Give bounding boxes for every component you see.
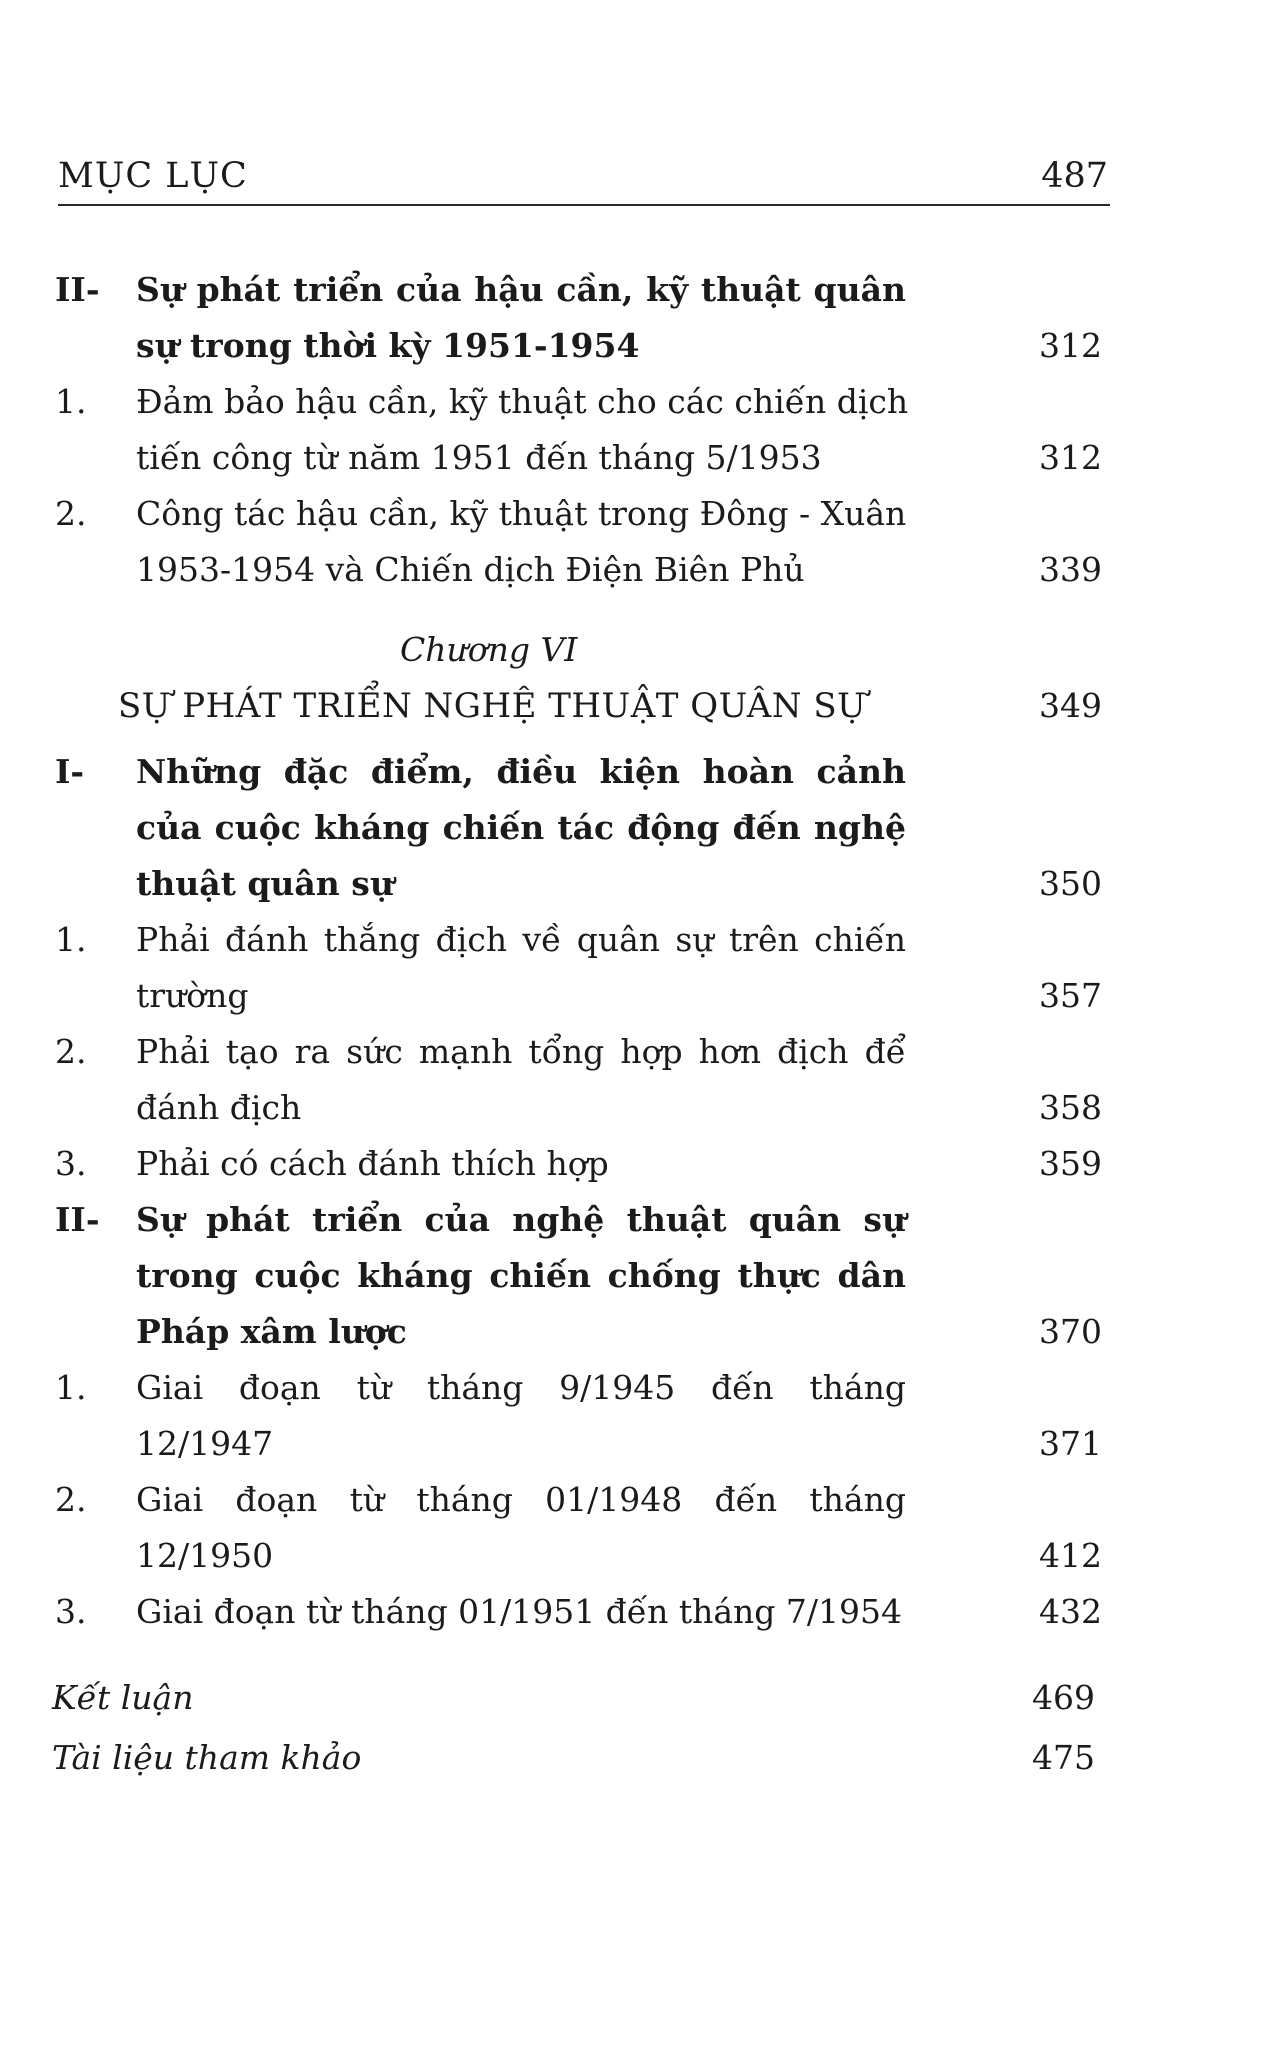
entry-text: Công tác hậu cần, kỹ thuật trong Đông - Xuân (136, 494, 907, 533)
entry-page-number: 312 (1039, 326, 1102, 365)
entry-number: 2. (55, 494, 87, 533)
toc-entry (0, 1360, 1277, 1416)
header-page-number: 487 (1041, 156, 1108, 196)
entry-text: Giai đoạn từ tháng 01/1948 đến tháng (136, 1480, 906, 1519)
entry-page-number: 357 (1039, 976, 1102, 1015)
entry-page-number: 475 (1032, 1738, 1095, 1777)
entry-text: Sự phát triển của nghệ thuật quân sự (136, 1200, 906, 1239)
entry-text: Kết luận (52, 1678, 194, 1717)
entry-page-number: 312 (1039, 438, 1102, 477)
entry-page-number: 350 (1039, 864, 1102, 903)
toc-entry-references (0, 1730, 1277, 1786)
toc-entry (0, 912, 1277, 968)
toc-entry (0, 1024, 1277, 1080)
chapter-page-number: 349 (1039, 686, 1102, 725)
entry-number: 3. (55, 1144, 87, 1183)
entry-text: Giai đoạn từ tháng 9/1945 đến tháng (136, 1368, 906, 1407)
chapter-label (0, 622, 1277, 678)
entry-number: 3. (55, 1592, 87, 1631)
toc-entry-continuation (0, 800, 1277, 856)
chapter-title: SỰ PHÁT TRIỂN NGHỆ THUẬT QUÂN SỰ (118, 686, 867, 726)
entry-text: Giai đoạn từ tháng 01/1951 đến tháng 7/1954 (136, 1592, 903, 1631)
entry-number: 2. (55, 1480, 87, 1519)
entry-text: Những đặc điểm, điều kiện hoàn cảnh (136, 752, 906, 791)
entry-page-number: 359 (1039, 1144, 1102, 1183)
entry-text: thuật quân sự (136, 864, 394, 903)
entry-page-number: 371 (1039, 1424, 1102, 1463)
toc-entry-continuation (0, 542, 1277, 598)
entry-text: Phải đánh thắng địch về quân sự trên chiến (136, 920, 906, 959)
entry-number: 1. (55, 1368, 87, 1407)
entry-text: sự trong thời kỳ 1951-1954 (136, 326, 640, 365)
entry-number: 2. (55, 1032, 87, 1071)
entry-number: 1. (55, 920, 87, 959)
entry-text: tiến công từ năm 1951 đến tháng 5/1953 (136, 438, 822, 477)
page-header (58, 152, 1110, 206)
entry-text: Phải có cách đánh thích hợp (136, 1144, 609, 1183)
entry-text: trong cuộc kháng chiến chống thực dân (136, 1256, 906, 1295)
entry-text: Sự phát triển của hậu cần, kỹ thuật quân (136, 270, 906, 309)
toc-entry-continuation (0, 1304, 1277, 1360)
toc-entry (0, 1136, 1277, 1192)
entry-text: Phải tạo ra sức mạnh tổng hợp hơn địch để (136, 1032, 906, 1071)
toc-entry-section-i (0, 744, 1277, 800)
toc-entry-section-ii-logistics (0, 262, 1277, 318)
toc-entry (0, 374, 1277, 430)
entry-text: Đảm bảo hậu cần, kỹ thuật cho các chiến dịch (136, 382, 909, 421)
toc-entry-continuation (0, 1248, 1277, 1304)
entry-page-number: 432 (1039, 1592, 1102, 1631)
toc-entry-continuation (0, 318, 1277, 374)
entry-text: Tài liệu tham khảo (52, 1738, 362, 1777)
toc-entry (0, 1584, 1277, 1640)
toc-entry-continuation (0, 1080, 1277, 1136)
entry-page-number: 370 (1039, 1312, 1102, 1351)
entry-text: 1953-1954 và Chiến dịch Điện Biên Phủ (136, 550, 805, 589)
toc-entry-continuation (0, 968, 1277, 1024)
entry-page-number: 469 (1032, 1678, 1095, 1717)
toc-entry-continuation (0, 856, 1277, 912)
header-title: MỤC LỤC (58, 156, 248, 196)
entry-text: 12/1950 (136, 1536, 274, 1575)
entry-number: 1. (55, 382, 87, 421)
toc-entry-conclusion (0, 1670, 1277, 1726)
entry-page-number: 412 (1039, 1536, 1102, 1575)
section-numeral: II- (55, 270, 100, 309)
chapter-label-text: Chương VI (400, 630, 578, 669)
entry-page-number: 358 (1039, 1088, 1102, 1127)
toc-entry-continuation (0, 1416, 1277, 1472)
chapter-title-row (0, 678, 1277, 734)
section-numeral: II- (55, 1200, 100, 1239)
entry-text: của cuộc kháng chiến tác động đến nghệ (136, 808, 906, 847)
entry-page-number: 339 (1039, 550, 1102, 589)
toc-entry-continuation (0, 1528, 1277, 1584)
toc-entry (0, 486, 1277, 542)
section-numeral: I- (55, 752, 85, 791)
toc-entry-continuation (0, 430, 1277, 486)
entry-text: 12/1947 (136, 1424, 274, 1463)
toc-entry-section-ii-art (0, 1192, 1277, 1248)
entry-text: đánh địch (136, 1088, 302, 1127)
toc-entry (0, 1472, 1277, 1528)
entry-text: Pháp xâm lược (136, 1312, 407, 1351)
entry-text: trường (136, 976, 249, 1015)
